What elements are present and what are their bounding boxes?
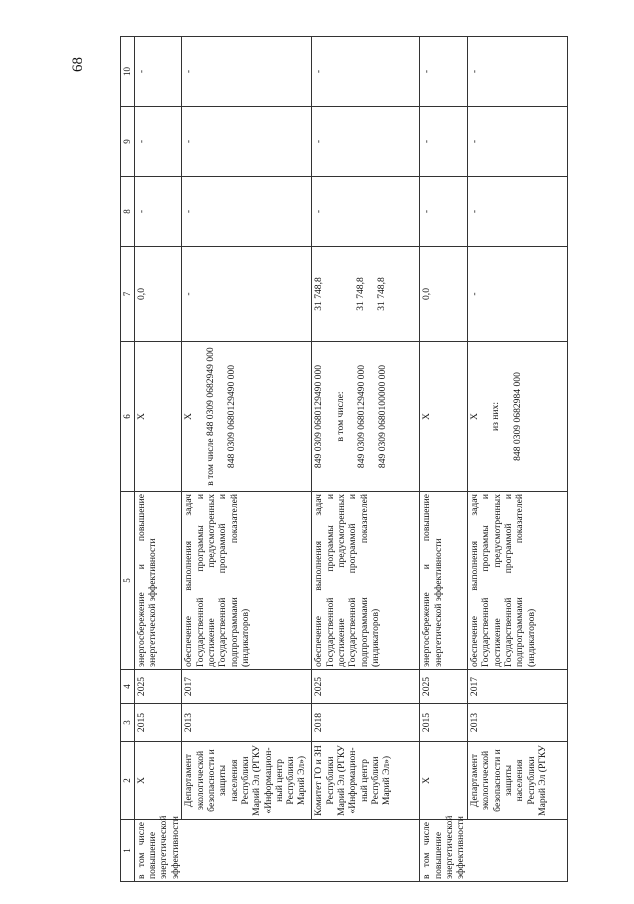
table-row	[312, 37, 420, 882]
col-header-8: 8	[121, 177, 135, 247]
cell-amount: -	[182, 247, 312, 342]
cell-end-year: 2017	[468, 670, 568, 704]
program-table	[120, 36, 568, 882]
cell-amount	[312, 247, 420, 342]
cell-description: обеспечение выполнения задач Государственной программы и достижение предусмотренных Государственной программой и подпрограммами показателей (индикаторов)	[468, 492, 568, 670]
code-x: X	[183, 413, 195, 420]
cell-end-year: 2017	[182, 670, 312, 704]
cell-description: обеспечение выполнения задач Государственной программы и достижение предусмотренных Государственной программой и подпрограммами показателей (индикаторов)	[312, 492, 420, 670]
cell-empty	[468, 820, 568, 882]
page-number: 68	[70, 57, 86, 72]
amount: 31 748,8	[354, 277, 366, 311]
col-header-4: 4	[121, 670, 135, 704]
cell-executor: Департамент экологической безопасности и защиты населения Республики Марий Эл (РГКУ	[468, 742, 568, 820]
cell-code	[312, 342, 420, 492]
cell-start-year: 2015	[420, 704, 468, 742]
col-header-9: 9	[121, 107, 135, 177]
cell-col9: -	[312, 107, 420, 177]
cell-code: X	[420, 342, 468, 492]
cell-start-year: 2013	[182, 704, 312, 742]
table-row	[182, 37, 312, 882]
cell-start-year: 2015	[134, 704, 182, 742]
cell-col10: -	[420, 37, 468, 107]
col-header-10: 10	[121, 37, 135, 107]
cell-subprogram: в том числе повышение энергетической эффективности	[134, 820, 182, 882]
code-line: 848 0309 0682984 000	[511, 372, 523, 461]
code-line: 848 0309 0680129490 000	[225, 364, 237, 469]
cell-col10: -	[468, 37, 568, 107]
cell-executor: Департамент экологической безопасности и защиты населения Республики Марий Эл (РГКУ «Информацион-ный центр Республики Марий Эл»)	[182, 742, 312, 820]
table-row	[134, 37, 182, 882]
cell-description: обеспечение выполнения задач Государственной программы и достижение предусмотренных Государственной программой и подпрограммами показателей (индикаторов)	[182, 492, 312, 670]
cell-description: энергосбережение и повышение энергетической эффективности	[420, 492, 468, 670]
code-x: X	[469, 413, 481, 420]
amount: 31 748,8	[375, 277, 387, 311]
cell-col10: -	[182, 37, 312, 107]
cell-empty	[182, 820, 312, 882]
cell-executor: X	[134, 742, 182, 820]
cell-start-year: 2013	[468, 704, 568, 742]
cell-col10: -	[312, 37, 420, 107]
cell-empty	[312, 820, 420, 882]
cell-code	[468, 342, 568, 492]
cell-end-year: 2025	[420, 670, 468, 704]
header-row	[121, 37, 135, 882]
cell-amount: 0,0	[420, 247, 468, 342]
cell-description: энергосбережение и повышение энергетической эффективности	[134, 492, 182, 670]
code-incl: в том числе:	[334, 391, 346, 442]
cell-col8: -	[420, 177, 468, 247]
cell-col8: -	[312, 177, 420, 247]
cell-col9: -	[182, 107, 312, 177]
cell-end-year: 2025	[312, 670, 420, 704]
cell-subprogram: в том числе повышение энергетической эффективности	[420, 820, 468, 882]
col-header-1: 1	[121, 820, 135, 882]
table-row	[468, 37, 568, 882]
cell-executor: Комитет ГО и ЗН Республики Марий Эл (РГКУ «Информацион-ный центр Республики Марий Эл»)	[312, 742, 420, 820]
cell-col9: -	[468, 107, 568, 177]
cell-col9: -	[420, 107, 468, 177]
col-header-5: 5	[121, 492, 135, 670]
cell-amount: -	[468, 247, 568, 342]
code-incl: из них:	[490, 401, 502, 432]
rotated-table-sheet	[120, 37, 610, 882]
cell-code	[182, 342, 312, 492]
col-header-6: 6	[121, 342, 135, 492]
cell-col8: -	[182, 177, 312, 247]
col-header-7: 7	[121, 247, 135, 342]
code-line: 849 0309 0680129490 000	[355, 364, 367, 469]
cell-start-year: 2018	[312, 704, 420, 742]
cell-col10: -	[134, 37, 182, 107]
cell-code: X	[134, 342, 182, 492]
table-row	[420, 37, 468, 882]
cell-amount: 0,0	[134, 247, 182, 342]
cell-col8: -	[134, 177, 182, 247]
cell-col8: -	[468, 177, 568, 247]
col-header-2: 2	[121, 742, 135, 820]
cell-col9: -	[134, 107, 182, 177]
amount: 31 748,8	[313, 277, 325, 311]
code-incl: в том числе 848 0309 0682949 000	[204, 347, 216, 486]
code-line: 849 0309 0680129490 000	[313, 364, 325, 469]
cell-executor: X	[420, 742, 468, 820]
col-header-3: 3	[121, 704, 135, 742]
code-line: 849 0309 0680100000 000	[377, 364, 389, 469]
cell-end-year: 2025	[134, 670, 182, 704]
